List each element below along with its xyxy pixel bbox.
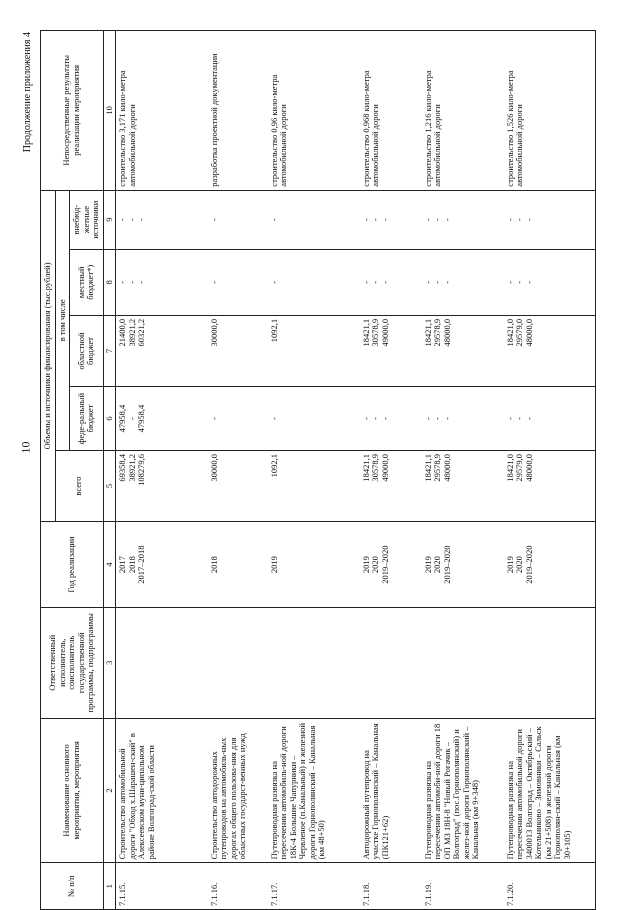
header-executor: Ответственный исполнитель, соисполнитель государственной программы, подпрограммы [41, 608, 104, 718]
local-budget-value: - [504, 280, 515, 284]
local-budget-value: - [208, 280, 219, 284]
local-budget-value: - [523, 280, 534, 284]
total-value: 29579,0 [514, 453, 525, 482]
year [360, 522, 422, 608]
regional-budget-value: 18421,0 [504, 318, 515, 347]
row-number: 7.1.20. [504, 863, 596, 910]
row-number: 7.1.15. [116, 863, 208, 910]
header-federal: феде-ральный бюджет [70, 387, 104, 451]
federal-budget-value: 47958,4 [117, 404, 128, 433]
year-value: 2019 [360, 556, 371, 574]
header-funding: Объемы и источники финансирования (тыс.рублей) [41, 190, 56, 521]
total-value: 48000,0 [523, 453, 534, 482]
regional-budget [208, 315, 268, 386]
rotated-table-page [22, 30, 610, 910]
extrabudgetary-value: - [514, 218, 525, 222]
regional-budget-value: 49000,0 [379, 318, 390, 347]
federal-budget [116, 387, 208, 451]
federal-budget [208, 387, 268, 451]
regional-budget-value: 48000,0 [441, 318, 452, 347]
header-total: всего [55, 450, 103, 521]
extrabudgetary [360, 190, 422, 249]
local-budget-value: - [379, 280, 390, 284]
continuation-label: Продолжение приложения 4 [22, 32, 33, 153]
federal-budget [360, 387, 422, 451]
result: строительство 1,216 кило-метра автомобильной дороги [422, 31, 504, 191]
extrabudgetary-value: - [268, 218, 279, 222]
local-budget-value: - [268, 280, 279, 284]
year-value: 2020 [370, 556, 381, 574]
row-number: 7.1.19. [422, 863, 504, 910]
header-result: Непосредственные результаты реализации мероприятия [41, 31, 104, 191]
activity-name: Строительство автомобильной дороги "Обход х.Шарашен-ский" в Алексеевском муни-ципальном районе Волгоград-ской области [116, 718, 208, 863]
year-value: 2019 [422, 556, 433, 574]
extrabudgetary-value: - [504, 218, 515, 222]
year-value: 2019–2020 [523, 545, 534, 584]
year [116, 522, 208, 608]
extrabudgetary-value: - [523, 218, 534, 222]
local-budget [360, 249, 422, 315]
total [360, 450, 422, 521]
local-budget-value: - [117, 280, 128, 284]
total-value: 108279,6 [136, 453, 147, 486]
local-budget-value: - [360, 280, 371, 284]
extrabudgetary [208, 190, 268, 249]
total-value: 49000,0 [379, 453, 390, 482]
extrabudgetary-value: - [117, 218, 128, 222]
regional-budget-value: 1092,1 [268, 318, 279, 343]
result: строительство 0,96 кило-метра автомобильной дороги [268, 31, 360, 191]
header-local: местный бюджет*) [70, 249, 104, 315]
year-value: 2020 [432, 556, 443, 574]
extrabudgetary-value: - [422, 218, 433, 222]
regional-budget-value: 60321,2 [136, 318, 147, 347]
year [268, 522, 360, 608]
regional-budget-value: 38921,2 [126, 318, 137, 347]
total [422, 450, 504, 521]
table-row [422, 31, 504, 910]
federal-budget-value: - [208, 417, 219, 420]
row-number: 7.1.18. [360, 863, 422, 910]
extrabudgetary [504, 190, 596, 249]
regional-budget-value: 30578,9 [370, 318, 381, 347]
column-number: 2 [103, 718, 116, 863]
row-number: 7.1.17. [268, 863, 360, 910]
local-budget-value: - [432, 280, 443, 284]
year-value: 2018 [126, 556, 137, 574]
result: строительство 3,171 кило-метра автомобильной дороги [116, 31, 208, 191]
table-row [268, 31, 360, 910]
federal-budget-value: - [504, 417, 515, 420]
local-budget [208, 249, 268, 315]
federal-budget [422, 387, 504, 451]
column-number-row [103, 31, 116, 910]
federal-budget-value: - [422, 417, 433, 420]
program-table [40, 30, 596, 910]
regional-budget-value: 18421,1 [422, 318, 433, 347]
header-name: Наименование основного мероприятия, мероприятия [41, 718, 104, 863]
year-value: 2019–2020 [441, 545, 452, 584]
extrabudgetary-value: - [208, 218, 219, 222]
table-row [208, 31, 268, 910]
header-regional: областной бюджет [70, 315, 104, 386]
total-value: 30578,9 [370, 453, 381, 482]
federal-budget-value: - [523, 417, 534, 420]
federal-budget [504, 387, 596, 451]
total-value: 18421,1 [422, 453, 433, 482]
extrabudgetary-value: - [441, 218, 452, 222]
year [422, 522, 504, 608]
regional-budget-value: 21400,0 [117, 318, 128, 347]
local-budget [116, 249, 208, 315]
total-value: 30000,0 [208, 453, 219, 482]
year-value: 2020 [514, 556, 525, 574]
total-value: 1092,1 [268, 453, 279, 478]
page-number: 10 [18, 441, 33, 454]
federal-budget-value: 47958,4 [136, 404, 147, 433]
regional-budget [422, 315, 504, 386]
column-number: 8 [103, 249, 116, 315]
header-extra: внебюд-жетные источники [70, 190, 104, 249]
header-year: Год реализации [41, 522, 104, 608]
column-number: 5 [103, 450, 116, 521]
year-value: 2017–2018 [136, 545, 147, 584]
extrabudgetary-value: - [126, 218, 137, 222]
table-body [116, 31, 596, 910]
activity-name: Строительство автодорожных путепроводов на автомобиль-ных дорогах общего пользова-ния для областных государст-венных нужд [208, 718, 268, 863]
total-value: 48000,0 [441, 453, 452, 482]
year-value: 2017 [117, 556, 128, 574]
executor [116, 608, 208, 718]
result: строительство 1,526 кило-метра автомобильной дороги [504, 31, 596, 191]
column-number: 7 [103, 315, 116, 386]
executor [504, 608, 596, 718]
federal-budget-value: - [379, 417, 390, 420]
executor [360, 608, 422, 718]
column-number: 10 [103, 31, 116, 191]
total [208, 450, 268, 521]
executor [208, 608, 268, 718]
local-budget-value: - [441, 280, 452, 284]
extrabudgetary-value: - [370, 218, 381, 222]
local-budget-value: - [422, 280, 433, 284]
column-number: 9 [103, 190, 116, 249]
total-value: 18421,0 [504, 453, 515, 482]
federal-budget-value: - [268, 417, 279, 420]
total [116, 450, 208, 521]
extrabudgetary [422, 190, 504, 249]
regional-budget-value: 29579,0 [514, 318, 525, 347]
extrabudgetary [116, 190, 208, 249]
regional-budget-value: 29578,9 [432, 318, 443, 347]
regional-budget [504, 315, 596, 386]
table-row [116, 31, 208, 910]
local-budget [268, 249, 360, 315]
year-value: 2019–2020 [379, 545, 390, 584]
federal-budget-value: - [126, 417, 137, 420]
year-value: 2018 [208, 556, 219, 574]
year-value: 2019 [504, 556, 515, 574]
regional-budget [116, 315, 208, 386]
local-budget-value: - [370, 280, 381, 284]
column-number: 6 [103, 387, 116, 451]
local-budget [422, 249, 504, 315]
year [208, 522, 268, 608]
table-row [504, 31, 596, 910]
column-number: 4 [103, 522, 116, 608]
regional-budget-value: 48000,0 [523, 318, 534, 347]
row-number: 7.1.16. [208, 863, 268, 910]
executor [268, 608, 360, 718]
federal-budget-value: - [441, 417, 452, 420]
activity-name: Автодорожный путепровод на участке Горнополянский – Канальная (ПК121+62) [360, 718, 422, 863]
federal-budget [268, 387, 360, 451]
extrabudgetary-value: - [136, 218, 147, 222]
local-budget-value: - [136, 280, 147, 284]
column-number: 3 [103, 608, 116, 718]
header-including: в том числе [55, 190, 70, 450]
extrabudgetary-value: - [379, 218, 390, 222]
local-budget [504, 249, 596, 315]
extrabudgetary-value: - [360, 218, 371, 222]
regional-budget-value: 30000,0 [208, 318, 219, 347]
total [268, 450, 360, 521]
executor [422, 608, 504, 718]
total-value: 18421,1 [360, 453, 371, 482]
federal-budget-value: - [514, 417, 525, 420]
total-value: 29578,9 [432, 453, 443, 482]
year-value: 2019 [268, 556, 279, 574]
column-number: 1 [103, 863, 116, 910]
table-row [360, 31, 422, 910]
year [504, 522, 596, 608]
regional-budget [268, 315, 360, 386]
federal-budget-value: - [432, 417, 443, 420]
header-num: № п/п [41, 863, 104, 910]
activity-name: Путепроводная развязка на пересечении автомобильной дороги 3400013 Волгоград – Октябрьский – Котельниково – Зимовники – Сальск (км 21+508) и железной дороги Горнополян-ский – Канальная (км 30+105) [504, 718, 596, 863]
extrabudgetary [268, 190, 360, 249]
regional-budget-value: 18421,1 [360, 318, 371, 347]
local-budget-value: - [126, 280, 137, 284]
federal-budget-value: - [360, 417, 371, 420]
activity-name: Путепроводная развязка на пересечении автомоби-ной дороги 18 ОП МЗ 18Н-8 "Новый Рогачик – Волгоград" (пос.Горнополянский) и желез-ной дороги Горнополянский – Канальная (км 9+348) [422, 718, 504, 863]
regional-budget [360, 315, 422, 386]
total [504, 450, 596, 521]
activity-name: Путепроводная развязка на пересечении автомобиль-ной дороги 18К-4 Большие Чапурники – Червленое (п.Канальный) и железной дороги Горнополянский – Канальная (км 48+50) [268, 718, 360, 863]
local-budget-value: - [514, 280, 525, 284]
total-value: 38921,2 [126, 453, 137, 482]
extrabudgetary-value: - [432, 218, 443, 222]
result: строительство 0,968 кило-метра автомобильной дороги [360, 31, 422, 191]
federal-budget-value: - [370, 417, 381, 420]
result: разработка проектной документации [208, 31, 268, 191]
total-value: 69358,4 [117, 453, 128, 482]
